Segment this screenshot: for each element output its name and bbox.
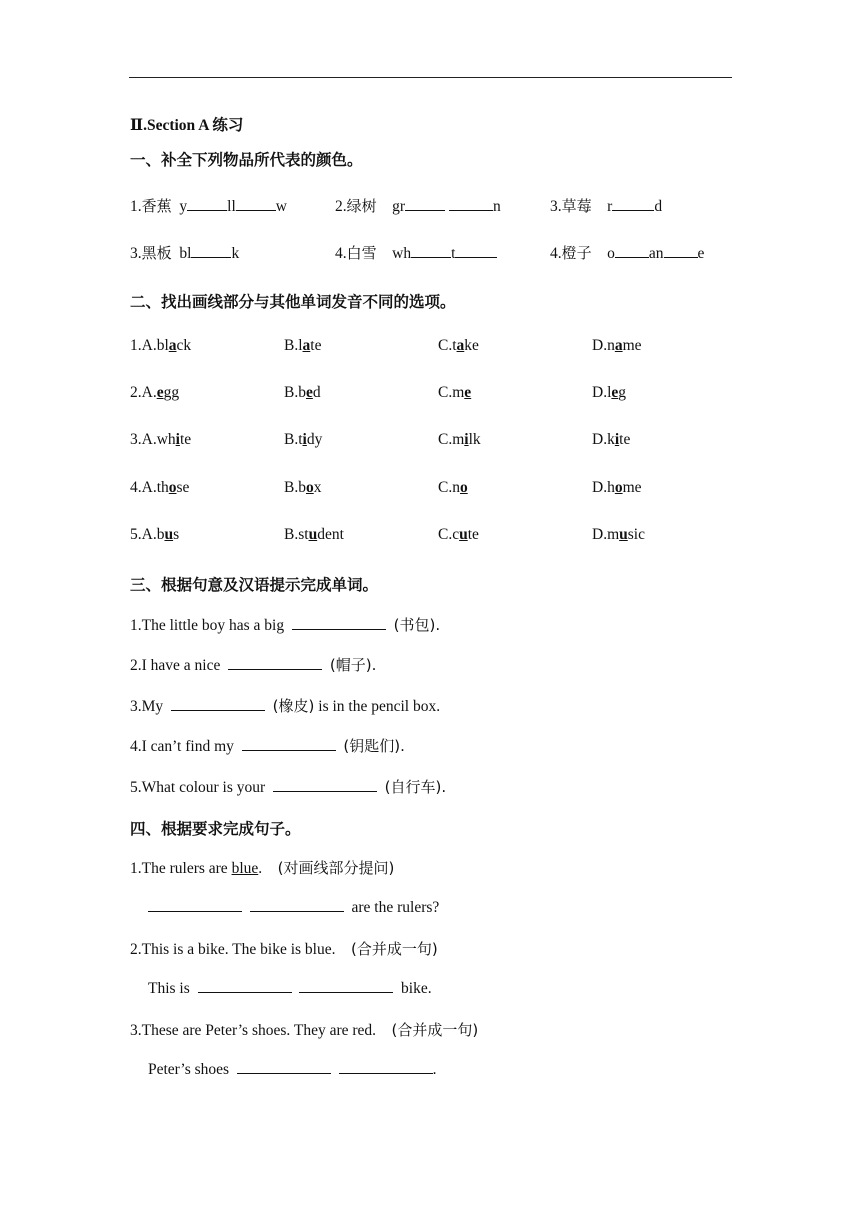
answer-blank[interactable]	[455, 243, 497, 258]
option-text: B.b	[284, 479, 306, 496]
option-choice[interactable]	[284, 526, 344, 544]
option-text: lk	[468, 431, 481, 448]
underlined-letter: e	[611, 384, 619, 401]
option-text: ck	[176, 337, 192, 354]
option-choice[interactable]	[592, 337, 642, 355]
underlined-letter: o	[459, 479, 468, 496]
part3-item: 5.What colour is your (自行车).	[130, 778, 447, 796]
option-text: C.n	[438, 479, 460, 496]
option-text: te	[310, 337, 322, 354]
option-text: B.b	[284, 384, 306, 401]
option-choice[interactable]	[130, 479, 189, 497]
underlined-letter: o	[614, 479, 623, 496]
part3-item: 2.I have a nice (帽子).	[130, 656, 377, 674]
option-text: B.l	[284, 337, 303, 354]
section-roman-numeral: Ⅱ	[130, 117, 144, 134]
answer-blank[interactable]	[299, 978, 393, 993]
option-choice[interactable]	[592, 384, 626, 402]
answer-blank[interactable]	[411, 243, 451, 258]
option-choice[interactable]	[284, 384, 321, 402]
option-text: 4.A.th	[130, 479, 169, 496]
option-text: dy	[306, 431, 323, 448]
part3-item: 4.I can’t find my (钥匙们).	[130, 737, 405, 755]
option-text: se	[176, 479, 190, 496]
part3-item: 3.My (橡皮) is in the pencil box.	[130, 697, 441, 715]
underlined-letter: i	[614, 431, 620, 448]
option-text: C.c	[438, 526, 460, 543]
option-text: B.t	[284, 431, 303, 448]
option-text: 5.A.b	[130, 526, 165, 543]
part4-question: 1.The rulers are blue. (对画线部分提问)	[130, 859, 395, 877]
option-text: dent	[317, 526, 344, 543]
part3-item: 1.The little boy has a big (书包).	[130, 616, 441, 634]
option-text: 2.A.	[130, 384, 157, 401]
option-text: me	[622, 479, 642, 496]
part4-question: 2.This is a bike. The bike is blue. (合并成一句)	[130, 940, 438, 958]
answer-blank[interactable]	[612, 196, 654, 211]
answer-blank[interactable]	[191, 243, 231, 258]
answer-blank[interactable]	[405, 196, 445, 211]
option-text: te	[179, 431, 192, 448]
answer-blank[interactable]	[237, 1059, 331, 1074]
answer-blank[interactable]	[148, 897, 242, 912]
option-choice[interactable]	[130, 526, 179, 544]
option-text: D.k	[592, 431, 615, 448]
option-text: te	[619, 431, 631, 448]
part2-heading: 二、找出画线部分与其他单词发音不同的选项。	[130, 293, 456, 311]
answer-blank[interactable]	[171, 696, 265, 711]
part1-item: 4.橙子 o an e	[550, 244, 705, 262]
part1-heading: 一、补全下列物品所代表的颜色。	[130, 151, 363, 169]
option-text: D.m	[592, 526, 620, 543]
option-text: me	[622, 337, 642, 354]
option-text: C.m	[438, 384, 465, 401]
option-text: sic	[627, 526, 645, 543]
option-choice[interactable]	[130, 384, 179, 402]
option-choice[interactable]	[438, 431, 481, 449]
underlined-letter: u	[308, 526, 318, 543]
underlined-word: blue	[231, 860, 259, 877]
part1-item: 3.草莓 r d	[550, 197, 663, 215]
underlined-letter: e	[305, 384, 313, 401]
option-text: s	[173, 526, 180, 543]
part1-item: 4.白雪 wh t	[335, 242, 497, 263]
underlined-letter: a	[168, 337, 177, 354]
underlined-letter: u	[459, 526, 468, 543]
option-text: x	[313, 479, 322, 496]
option-text: ke	[464, 337, 479, 354]
underlined-letter: o	[168, 479, 177, 496]
underlined-letter: a	[302, 337, 311, 354]
option-text: D.l	[592, 384, 612, 401]
answer-blank[interactable]	[187, 196, 227, 211]
option-text: gg	[163, 384, 180, 401]
part4-answer-line: Peter’s shoes .	[148, 1061, 437, 1078]
part4-answer-line: are the rulers?	[148, 897, 439, 917]
underlined-letter: a	[614, 337, 623, 354]
option-choice[interactable]	[284, 431, 322, 449]
underlined-letter: e	[156, 384, 164, 401]
option-text: 1.A.bl	[130, 337, 169, 354]
part3-heading: 三、根据句意及汉语提示完成单词。	[130, 576, 379, 594]
part1-item: 1.香蕉 y ll w	[130, 197, 287, 215]
option-choice[interactable]	[592, 526, 645, 544]
answer-blank[interactable]	[250, 897, 344, 912]
option-text: 3.A.wh	[130, 431, 176, 448]
option-choice[interactable]	[130, 337, 191, 355]
option-choice[interactable]	[284, 337, 321, 355]
part4-answer-line: This is bike.	[148, 980, 432, 997]
underlined-letter: a	[456, 337, 465, 354]
answer-blank[interactable]	[242, 736, 336, 751]
option-choice[interactable]	[438, 337, 479, 355]
part4-heading: 四、根据要求完成句子。	[130, 820, 301, 838]
option-text: C.t	[438, 337, 457, 354]
answer-blank[interactable]	[339, 1059, 433, 1074]
underlined-letter: i	[302, 431, 307, 448]
answer-blank[interactable]	[292, 615, 386, 630]
answer-blank[interactable]	[615, 243, 649, 258]
answer-blank[interactable]	[228, 655, 322, 670]
option-text: D.n	[592, 337, 615, 354]
underlined-letter: i	[175, 431, 180, 448]
answer-blank[interactable]	[664, 243, 698, 258]
answer-blank[interactable]	[198, 978, 292, 993]
answer-blank[interactable]	[273, 777, 377, 792]
part1-item: 2.绿树 gr n	[335, 197, 501, 215]
option-text: C.m	[438, 431, 465, 448]
underlined-letter: i	[464, 431, 469, 448]
option-text: B.st	[284, 526, 309, 543]
part1-item: 3.黑板 bl k	[130, 244, 240, 262]
option-text: te	[467, 526, 479, 543]
underlined-letter: u	[619, 526, 628, 543]
option-text: g	[618, 384, 627, 401]
top-rule	[129, 77, 732, 78]
answer-blank[interactable]	[449, 196, 493, 211]
option-choice[interactable]	[438, 384, 471, 402]
option-choice[interactable]	[438, 526, 479, 544]
option-choice[interactable]	[130, 431, 191, 449]
answer-blank[interactable]	[236, 196, 276, 211]
option-choice[interactable]	[592, 479, 642, 497]
option-choice[interactable]	[284, 479, 321, 497]
underlined-letter: u	[164, 526, 174, 543]
part4-question: 3.These are Peter’s shoes. They are red. (合并成一句)	[130, 1021, 479, 1039]
option-text: d	[312, 384, 321, 401]
section-name: .Section A	[143, 117, 209, 134]
section-cn-label: 练习	[212, 116, 244, 134]
option-choice[interactable]	[592, 431, 630, 449]
underlined-letter: e	[464, 384, 472, 401]
option-choice[interactable]	[438, 479, 468, 497]
option-text: D.h	[592, 479, 615, 496]
underlined-letter: o	[305, 479, 314, 496]
section-title	[130, 113, 243, 135]
